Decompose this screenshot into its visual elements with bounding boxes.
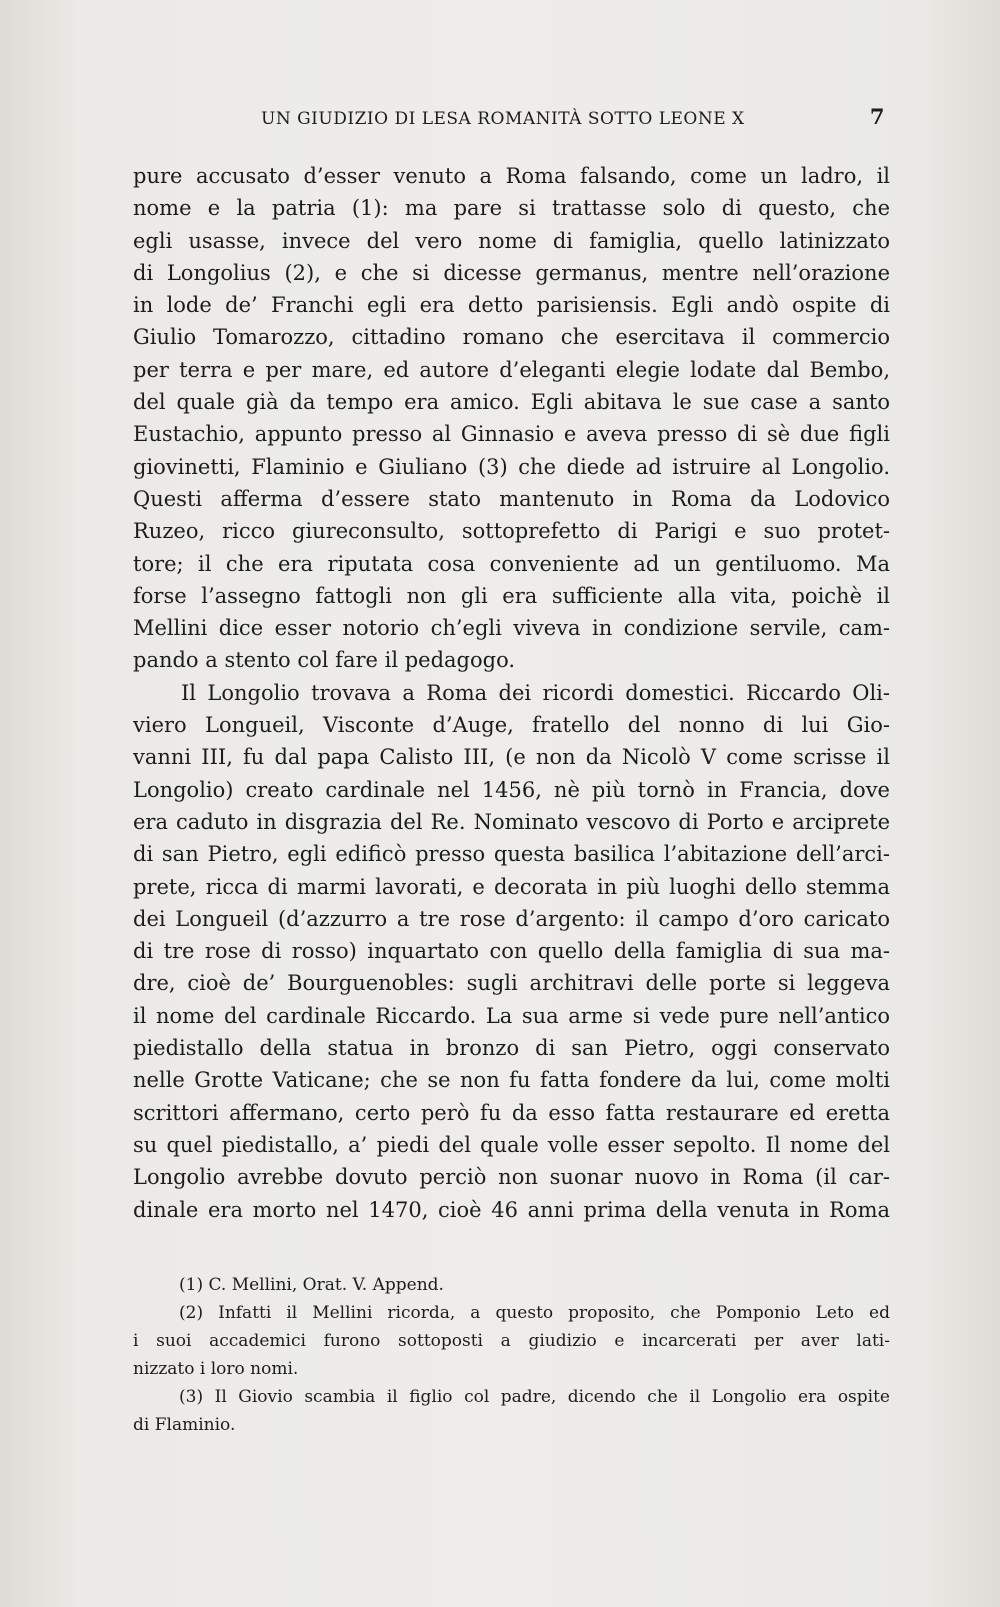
text-line: il nome del cardinale Riccardo. La sua arme si vede pure nell’antico [133,1003,890,1028]
body-text [133,160,890,1226]
text-line: Giulio Tomarozzo, cittadino romano che esercitava il commercio [133,325,890,350]
text-line: dei Longueil (d’azzurro a tre rose d’argento: il campo d’oro caricato [133,906,890,931]
text-line: prete, ricca di marmi lavorati, e decorata in più luoghi dello stemma [133,874,890,899]
text-line: in lode de’ Franchi egli era detto parisiensis. Egli andò ospite di [133,293,890,318]
running-title: UN GIUDIZIO DI LESA ROMANITÀ SOTTO LEONE X [261,109,745,129]
text-line: pando a stento col fare il pedagogo. [133,648,516,673]
text-line: vanni III, fu dal papa Calisto III, (e non da Nicolò V come scrisse il [133,745,890,770]
text-line: di Longolius (2), e che si dicesse germanus, mentre nell’orazione [133,260,890,285]
text-line: piedistallo della statua in bronzo di san Pietro, oggi conservato [133,1036,890,1061]
footnote-line: (1) C. Mellini, Orat. V. Append. [179,1275,444,1295]
text-line: viero Longueil, Visconte d’Auge, fratello del nonno di lui Gio- [133,713,890,738]
text-line: nelle Grotte Vaticane; che se non fu fatta fondere da lui, come molti [133,1068,890,1093]
text-line: Longolio avrebbe dovuto perciò non suonar nuovo in Roma (il car- [133,1165,890,1190]
text-line: era caduto in disgrazia del Re. Nominato vescovo di Porto e arciprete [133,809,890,834]
page-number: 7 [869,104,885,129]
text-line: Ruzeo, ricco giureconsulto, sottoprefetto di Parigi e suo protet- [133,519,890,544]
text-line: dre, cioè de’ Bourguenobles: sugli architravi delle porte si leggeva [133,971,890,996]
text-line: per terra e per mare, ed autore d’eleganti elegie lodate dal Bembo, [133,357,890,382]
text-line: Longolio) creato cardinale nel 1456, nè più tornò in Francia, dove [133,777,890,802]
text-line: Eustachio, appunto presso al Ginnasio e aveva presso di sè due figli [133,422,890,447]
text-line: egli usasse, invece del vero nome di famiglia, quello latinizzato [133,228,890,253]
text-line: dinale era morto nel 1470, cioè 46 anni prima della venuta in Roma [133,1197,890,1222]
text-line: Questi afferma d’essere stato mantenuto in Roma da Lodovico [133,486,890,511]
text-line: Il Longolio trovava a Roma dei ricordi domestici. Riccardo Oli- [181,680,890,705]
text-line: scrittori affermano, certo però fu da esso fatta restaurare ed eretta [133,1100,890,1125]
text-line: del quale già da tempo era amico. Egli abitava le sue case a santo [133,390,890,415]
footnote-line: nizzato i loro nomi. [133,1359,299,1379]
footnote-line: i suoi accademici furono sottoposti a giudizio e incarcerati per aver lati- [133,1331,890,1351]
running-header [133,104,893,134]
text-line: Mellini dice esser notorio ch’egli viveva in condizione servile, cam- [133,616,890,641]
text-line: giovinetti, Flaminio e Giuliano (3) che diede ad istruire al Longolio. [133,454,890,479]
text-line: su quel piedistallo, a’ piedi del quale volle esser sepolto. Il nome del [133,1132,890,1157]
footnote-line: (2) Infatti il Mellini ricorda, a questo proposito, che Pomponio Leto ed [179,1303,890,1323]
text-line: forse l’assegno fattogli non gli era sufficiente alla vita, poichè il [133,583,890,608]
footnotes [133,1271,890,1439]
footnote-line: (3) Il Giovio scambia il figlio col padre, dicendo che il Longolio era ospite [179,1387,890,1407]
footnote-line: di Flaminio. [133,1415,236,1435]
text-line: tore; il che era riputata cosa conveniente ad un gentiluomo. Ma [133,551,890,576]
text-line: nome e la patria (1): ma pare si trattasse solo di questo, che [133,196,890,221]
text-line: di san Pietro, egli edificò presso questa basilica l’abitazione dell’arci- [133,842,890,867]
text-line: pure accusato d’esser venuto a Roma falsando, come un ladro, il [133,164,890,188]
text-line: di tre rose di rosso) inquartato con quello della famiglia di sua ma- [133,939,890,964]
